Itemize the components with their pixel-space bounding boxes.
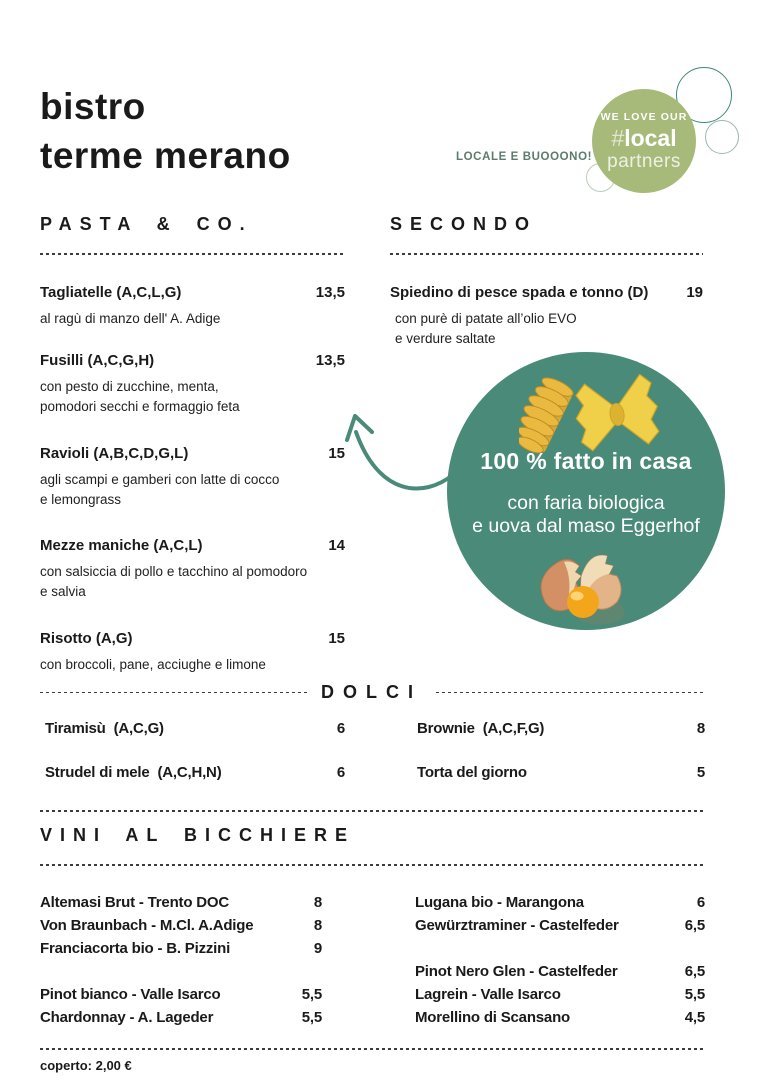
wine-price: 9 [313, 940, 322, 957]
item-name: Torta del giorno [417, 764, 527, 781]
item-price: 6 [336, 764, 345, 781]
section-divider [40, 864, 703, 866]
section-divider [390, 253, 703, 255]
menu-item-torta [417, 763, 705, 783]
item-description: pomodori secchi e formaggio feta [40, 399, 240, 414]
item-name: Spiedino di pesce spada e tonno (D) [390, 284, 649, 301]
badge-top-label: WE LOVE OUR [600, 110, 688, 123]
menu-item-mezze-maniche [40, 536, 345, 602]
wine-name: Chardonnay - A. Lageder [40, 1009, 214, 1026]
page-title [40, 82, 291, 180]
column-spacer [415, 937, 705, 960]
promo-subtitle-1: con faria biologica [507, 492, 665, 514]
wine-price: 8 [313, 917, 322, 934]
wine-price: 8 [313, 894, 322, 911]
wine-row [415, 1006, 705, 1029]
wine-name: Von Braunbach - M.Cl. A.Adige [40, 917, 254, 934]
wine-price: 5,5 [301, 1009, 322, 1026]
secondo-item-list [390, 283, 703, 349]
wine-price: 6,5 [684, 963, 705, 980]
decorative-circle-outline [705, 120, 739, 154]
wine-name: Gewürztraminer - Castelfeder [415, 917, 619, 934]
wine-row [40, 937, 322, 960]
section-divider [40, 1048, 705, 1050]
section-divider [40, 810, 703, 812]
wine-price: 6 [696, 894, 705, 911]
item-description: con pesto di zucchine, menta, [40, 379, 219, 394]
wine-price: 5,5 [301, 986, 322, 1003]
section-heading-vini: VINI AL BICCHIERE [40, 825, 356, 845]
dolci-right-column [417, 719, 705, 807]
wine-row [415, 960, 705, 983]
item-price: 15 [328, 445, 345, 462]
page-title-line2: terme merano [40, 135, 291, 176]
item-price: 6 [336, 720, 345, 737]
item-price: 14 [328, 537, 345, 554]
item-description: e lemongrass [40, 492, 122, 507]
wine-name: Lugana bio - Marangona [415, 894, 584, 911]
item-name: Mezze maniche (A,C,L) [40, 537, 203, 554]
wine-name: Pinot bianco - Valle Isarco [40, 986, 221, 1003]
item-name: Tagliatelle (A,C,L,G) [40, 284, 182, 301]
wine-row [40, 983, 322, 1006]
wine-price: 5,5 [684, 986, 705, 1003]
item-price: 15 [328, 630, 345, 647]
item-description: e verdure saltate [395, 331, 496, 346]
local-tagline: LOCALE E BUOOONO! [456, 151, 593, 163]
section-divider [40, 253, 345, 255]
section-divider [40, 692, 307, 694]
wine-name: Altemasi Brut - Trento DOC [40, 894, 229, 911]
menu-item-tagliatelle [40, 283, 345, 329]
dolci-heading-row [40, 682, 703, 703]
wine-price: 6,5 [684, 917, 705, 934]
local-partners-badge [592, 89, 696, 193]
pasta-item-list [40, 283, 345, 675]
item-price: 13,5 [315, 352, 345, 369]
farfalle-icon [571, 374, 663, 454]
item-name: Strudel di mele (A,C,H,N) [45, 764, 222, 781]
wine-row [415, 914, 705, 937]
wine-row [415, 983, 705, 1006]
wine-name: Lagrein - Valle Isarco [415, 986, 561, 1003]
vini-right-column [415, 891, 705, 1029]
wine-name: Franciacorta bio - B. Pizzini [40, 940, 231, 957]
item-description: al ragù di manzo dell' A. Adige [40, 311, 221, 326]
item-description: con purè di patate all’olio EVO [395, 311, 577, 326]
item-price: 19 [686, 284, 703, 301]
menu-item-brownie [417, 719, 705, 739]
item-price: 13,5 [315, 284, 345, 301]
promo-title: 100 % fatto in casa [480, 448, 692, 474]
badge-main-label: local [624, 124, 677, 151]
section-divider [436, 692, 703, 694]
item-description: con salsiccia di pollo e tacchino al pomodoro [40, 564, 308, 579]
menu-item-risotto [40, 629, 345, 675]
item-name: Ravioli (A,B,C,D,G,L) [40, 445, 189, 462]
badge-hashtag-label [611, 126, 676, 151]
item-name: Fusilli (A,C,G,H) [40, 352, 155, 369]
hash-symbol: # [611, 124, 625, 151]
wine-row [40, 914, 322, 937]
menu-item-spiedino [390, 283, 703, 349]
page-title-line1: bistro [40, 86, 146, 127]
wine-row [40, 891, 322, 914]
menu-item-tiramisu [45, 719, 345, 739]
menu-item-ravioli [40, 444, 345, 510]
promo-subtitle-2: e uova dal maso Eggerhof [472, 515, 700, 537]
item-name: Brownie (A,C,F,G) [417, 720, 545, 737]
item-name: Risotto (A,G) [40, 630, 133, 647]
column-spacer [40, 960, 322, 983]
section-heading-secondo: SECONDO [390, 214, 538, 234]
wine-row [415, 891, 705, 914]
wine-name: Pinot Nero Glen - Castelfeder [415, 963, 618, 980]
dolci-left-column [45, 719, 345, 807]
coperto-note: coperto: 2,00 € [40, 1058, 132, 1073]
cracked-eggs-icon [531, 546, 637, 628]
item-description: con broccoli, pane, acciughe e limone [40, 657, 266, 672]
item-name: Tiramisù (A,C,G) [45, 720, 164, 737]
wine-price: 4,5 [684, 1009, 705, 1026]
item-description: agli scampi e gamberi con latte di cocco [40, 472, 280, 487]
item-description: e salvia [40, 584, 86, 599]
menu-item-fusilli [40, 351, 345, 417]
badge-bottom-label: partners [607, 150, 681, 172]
item-price: 5 [696, 764, 705, 781]
promo-circle [447, 352, 725, 630]
wine-row [40, 1006, 322, 1029]
menu-item-strudel [45, 763, 345, 783]
section-heading-dolci: DOLCI [321, 682, 422, 702]
wine-name: Morellino di Scansano [415, 1009, 570, 1026]
section-heading-pasta: PASTA & CO. [40, 214, 253, 234]
item-price: 8 [696, 720, 705, 737]
curved-arrow-icon [342, 408, 460, 500]
vini-left-column [40, 891, 322, 1029]
